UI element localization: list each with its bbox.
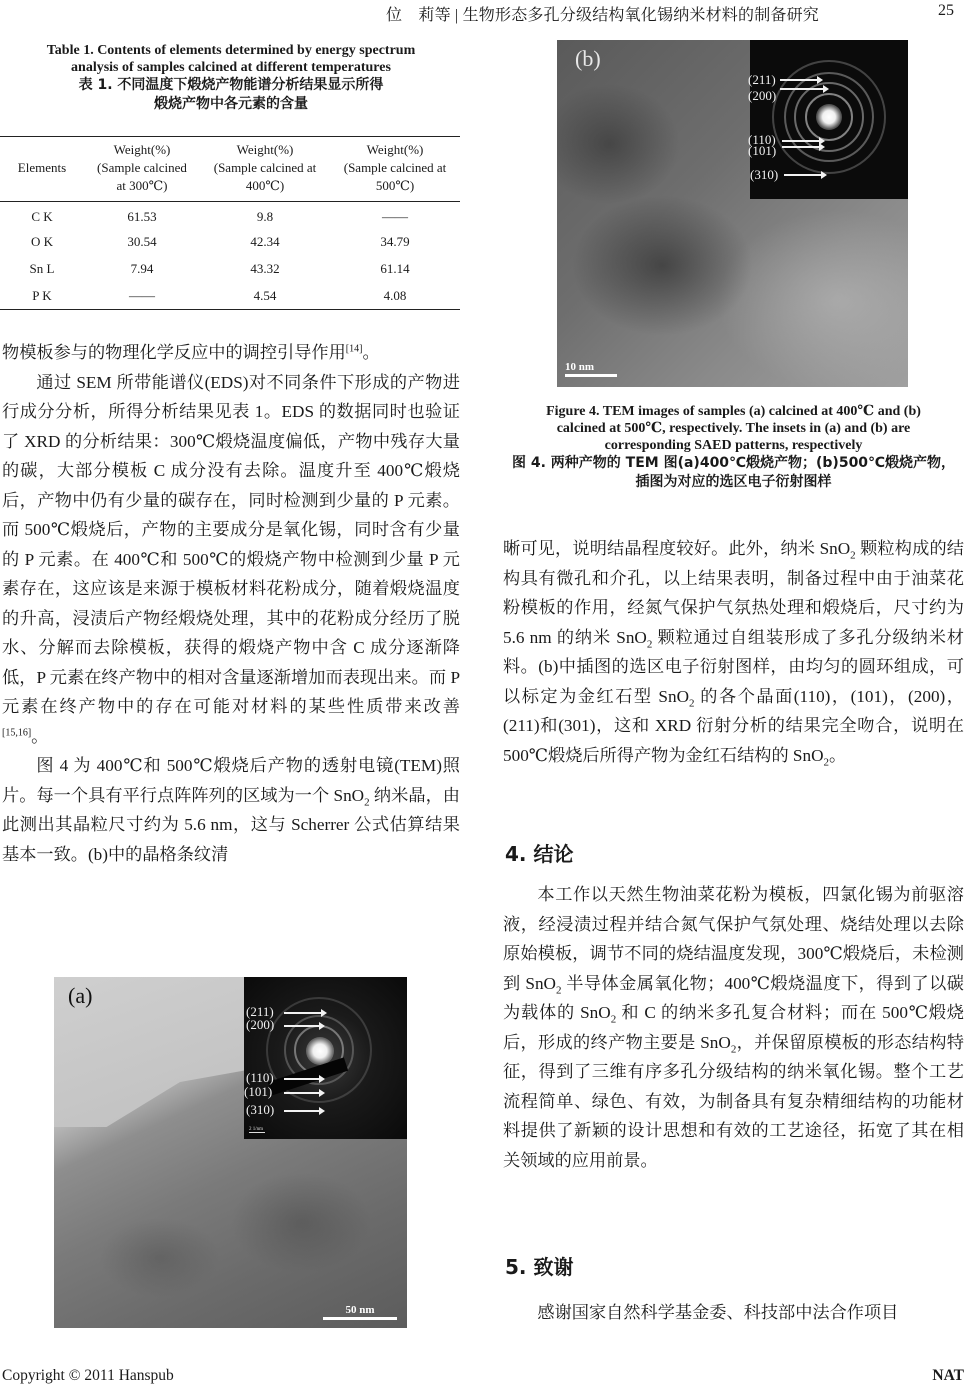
left-body-text: [2, 338, 460, 869]
figure-caption-zh-1: 图 4. 两种产物的 TEM 图(a)400℃煅烧产物；(b)500℃煅烧产物，: [511, 455, 955, 471]
table-caption: [0, 42, 462, 114]
paragraph: 本工作以天然生物油菜花粉为模板，四氯化锡为前驱溶液，经浸渍过程并结合氮气保护气氛处理、烧结处理以去除原始模板，调节不同的烧结温度发现，300℃煅烧后，未检测到 SnO$_2$ 半导体金属氧化物；400℃煅烧温度下，得到了以碳为载体的 SnO$_2$ 和 C 的纳米多孔复合材料；而在 500℃煅烧后，形成的终产物主要是 SnO$_2$，并保留原模板的形态结构特征，得到了三维有序多孔分级结构的纳米氧化锡。整个工艺流程简单、绿色、有效，为制备具有复杂精细结构的功能材料提供了新颖的设计思想和有效的工艺途径，拓宽了其在相关领域的应用前景。: [503, 885, 964, 1170]
cell-element: O K: [30, 234, 54, 249]
hkl-label: (211): [246, 1004, 274, 1019]
arrow-icon: [782, 146, 822, 148]
header-500c: Weight(%) (Sample calcined at 500℃): [330, 137, 460, 202]
header-300c: Weight(%) (Sample calcined at 300℃): [84, 137, 200, 202]
cell-value: 4.08: [330, 283, 460, 310]
cell-value: 30.54: [127, 234, 157, 249]
table-caption-en-2: analysis of samples calcined at different temperatures: [71, 60, 391, 75]
figure-caption-zh-2: 插图为对应的选区电子衍射图样: [635, 474, 832, 490]
running-header: [0, 2, 964, 26]
table-caption-en-1: Table 1. Contents of elements determined by energy spectrum: [46, 43, 416, 58]
hkl-label: (101): [748, 143, 777, 158]
acknowledgement-text: [503, 1298, 964, 1328]
paragraph: 晰可见，说明结晶程度较好。此外，纳米 SnO$_2$ 颗粒构成的结构具有微孔和介孔，以上结果表明，制备过程中由于油菜花粉模板的作用，经氮气保护气氛热处理和煅烧后，尺寸约为 5.6 nm 的纳米 SnO$_2$ 颗粒通过自组装形成了多孔分级纳米材料。(b)中插图的选区电子衍射图样，由均匀的圆环组成，可以标定为金红石型 SnO$_2$ 的各个晶面(110)，(101)，(200)，(211)和(301)，这和 XRD 衍射分析的结果完全吻合，说明在 500℃煅烧后所得产物为金红石结构的 SnO$_2$。: [503, 539, 964, 768]
citation-ref[interactable]: [15,16]: [2, 726, 32, 738]
table-header-row: [0, 137, 460, 202]
arrow-icon: [284, 1110, 322, 1112]
paragraph: 物模板参与的物理化学反应中的调控引导作用[14]。: [2, 343, 380, 362]
cell-element: P K: [0, 283, 84, 310]
header-elements: Elements: [0, 137, 84, 202]
arrow-icon: [284, 1025, 322, 1027]
arrow-icon: [784, 174, 824, 176]
paragraph: 感谢国家自然科学基金委、科技部中法合作项目: [537, 1303, 899, 1322]
scale-bar-b: [565, 361, 617, 377]
hkl-label: (200): [748, 88, 777, 103]
scale-bar-label: 10 nm: [565, 361, 595, 373]
scale-bar-label: 50 nm: [345, 1304, 375, 1316]
inset-scale-bar: 2 1/nm: [249, 1127, 264, 1132]
arrow-icon: [284, 1092, 322, 1094]
right-body-text: [503, 534, 964, 770]
cell-value: ——: [84, 283, 200, 310]
arrow-icon: [284, 1012, 324, 1014]
tem-image-a: [54, 977, 407, 1328]
conclusion-text: [503, 880, 964, 1175]
table-row: [0, 283, 460, 310]
scale-bar-a: [323, 1304, 397, 1320]
header-400c: Weight(%) (Sample calcined at 400℃): [200, 137, 330, 202]
arrow-icon: [782, 140, 822, 142]
cell-element: Sn L: [29, 261, 55, 276]
copyright-footer: Copyright © 2011 Hanspub: [2, 1367, 174, 1384]
cell-value: 42.34: [250, 234, 280, 249]
hkl-label: (101): [244, 1084, 273, 1099]
table-row: [0, 202, 460, 229]
panel-label-b: (b): [575, 46, 601, 71]
figure-caption-en-3: corresponding SAED patterns, respectively: [604, 438, 863, 453]
journal-abbrev: NAT: [932, 1367, 964, 1384]
eds-table: [0, 136, 460, 310]
hkl-label: (200): [246, 1017, 275, 1032]
cell-value: ——: [382, 209, 408, 225]
table-row: [0, 229, 460, 256]
table-row: [0, 256, 460, 283]
figure-caption: [503, 403, 964, 492]
tem-image-b: [557, 40, 908, 387]
saed-inset-a: [244, 977, 407, 1139]
cell-value: 61.53: [127, 209, 157, 225]
table-caption-zh-1: 表 1. 不同温度下煅烧产物能谱分析结果显示所得: [78, 77, 384, 93]
hkl-label: (211): [748, 72, 776, 87]
cell-value: 61.14: [380, 261, 410, 276]
arrow-icon: [780, 79, 820, 81]
table-caption-zh-2: 煅烧产物中各元素的含量: [154, 96, 308, 112]
arrow-icon: [780, 88, 826, 90]
paragraph: 通过 SEM 所带能谱仪(EDS)对不同条件下形成的产物进行成分分析，所得分析结果见表 1。EDS 的数据同时也验证了 XRD 的分析结果：300℃煅烧温度偏低，产物中残存大量的碳，大部分模板 C 成分没有去除。温度升至 400℃煅烧后，产物中仍有少量的碳存在，同时检测到少量的 P 元素。而 500℃煅烧后，产物的主要成分是氧化锡，同时含有少量的 P 元素。在 400℃和 500℃的煅烧产物中检测到少量 P 元素存在，这应该是来源于模板材料花粉成分，随着煅烧温度的升高，浸渍后产物经煅烧处理，其中的花粉成分经历了脱水、分解而去除模板，获得的煅烧产物中含 C 成分逐渐降低，P 元素在终产物中的相对含量逐渐增加而表现出来。而 P 元素在终产物中的存在可能对材料的某些性质带来改善[15,16]。: [2, 372, 460, 746]
paragraph: 图 4 为 400℃和 500℃煅烧后产物的透射电镜(TEM)照片。每一个具有平行点阵阵列的区域为一个 SnO$_2$ 纳米晶，由此测出其晶粒尺寸约为 5.6 nm，这与 Scherrer 公式估算结果基本一致。(b)中的晶格条纹清: [2, 756, 460, 864]
saed-inset-b: [750, 40, 908, 199]
cell-value: 4.54: [200, 283, 330, 310]
cell-value: 43.32: [250, 261, 280, 276]
panel-label-a: (a): [68, 983, 93, 1008]
citation-ref[interactable]: [14]: [345, 343, 363, 355]
hkl-label: (110): [748, 132, 776, 147]
cell-value: 9.8: [256, 209, 274, 225]
hkl-label: (310): [246, 1102, 275, 1117]
figure-caption-en-1: Figure 4. TEM images of samples (a) calcined at 400℃ and (b): [546, 404, 921, 419]
cell-value: 34.79: [380, 234, 410, 249]
page-number: 25: [938, 2, 954, 19]
cell-element: C K: [31, 209, 53, 225]
cell-value: 7.94: [130, 261, 154, 276]
figure-caption-en-2: calcined at 500℃, respectively. The insets in (a) and (b) are: [556, 421, 911, 436]
running-title: 位 莉等 | 生物形态多孔分级结构氧化锡纳米材料的制备研究: [386, 7, 820, 24]
hkl-label: (310): [750, 167, 779, 182]
hkl-label: (110): [246, 1070, 274, 1085]
section-heading-acknowledgement: 5. 致谢: [505, 1255, 574, 1279]
section-heading-conclusion: 4. 结论: [505, 842, 574, 866]
arrow-icon: [284, 1078, 322, 1080]
